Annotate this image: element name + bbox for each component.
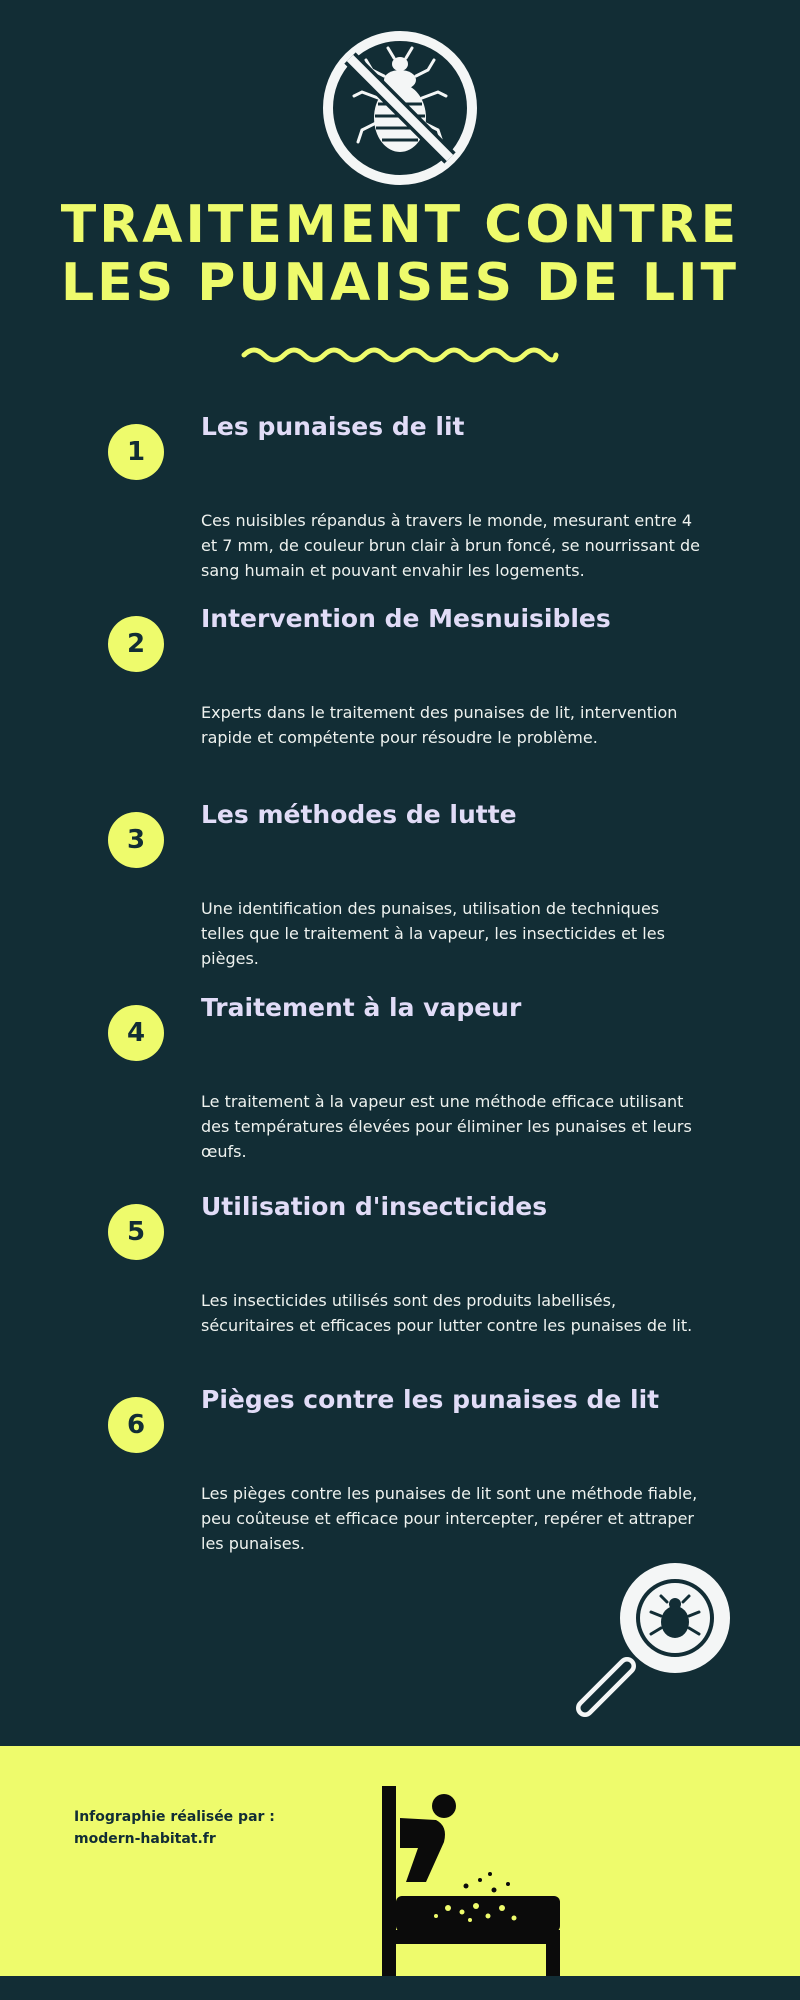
step-3 xyxy=(0,800,800,1002)
bed-bugs-icon xyxy=(378,1786,566,1976)
no-bedbug-icon xyxy=(318,26,482,190)
step-title: Utilisation d'insecticides xyxy=(201,1192,548,1221)
step-title: Pièges contre les punaises de lit xyxy=(201,1385,660,1414)
step-number: 2 xyxy=(108,616,164,672)
step-text: Les pièges contre les punaises de lit sont une méthode fiable, peu coûteuse et efficace pour intercepter, repérer et attraper les punaises. xyxy=(201,1484,698,1553)
step-5 xyxy=(0,1192,800,1394)
step-2 xyxy=(0,604,800,806)
step-number: 3 xyxy=(108,812,164,868)
step-number: 1 xyxy=(108,424,164,480)
page-title xyxy=(0,196,800,312)
step-number: 4 xyxy=(108,1005,164,1061)
title-line-1: TRAITEMENT CONTRE xyxy=(60,195,740,255)
step-4 xyxy=(0,993,800,1195)
footer xyxy=(0,1746,800,1976)
step-1 xyxy=(0,412,800,614)
credit-label: Infographie réalisée par : xyxy=(74,1809,275,1825)
step-number: 6 xyxy=(108,1397,164,1453)
step-text: Ces nuisibles répandus à travers le monde, mesurant entre 4 et 7 mm, de couleur brun clair à brun foncé, se nourrissant de sang humain et pouvant envahir les logements. xyxy=(201,511,700,580)
magnifier-bug-icon xyxy=(565,1558,745,1728)
step-title: Traitement à la vapeur xyxy=(201,993,522,1022)
step-title: Intervention de Mesnuisibles xyxy=(201,604,611,633)
wave-divider xyxy=(240,342,560,368)
step-text: Une identification des punaises, utilisation de techniques telles que le traitement à la vapeur, les insecticides et les pièges. xyxy=(201,899,665,968)
step-text: Le traitement à la vapeur est une méthode efficace utilisant des températures élevées pour éliminer les punaises et leurs œufs. xyxy=(201,1092,692,1161)
step-title: Les punaises de lit xyxy=(201,412,465,441)
step-number: 5 xyxy=(108,1204,164,1260)
step-text: Experts dans le traitement des punaises de lit, intervention rapide et compétente pour résoudre le problème. xyxy=(201,703,678,747)
credit xyxy=(74,1806,374,1850)
credit-site: modern-habitat.fr xyxy=(74,1831,216,1847)
step-text: Les insecticides utilisés sont des produits labellisés, sécuritaires et efficaces pour lutter contre les punaises de lit. xyxy=(201,1291,693,1335)
title-line-2: LES PUNAISES DE LIT xyxy=(61,253,739,313)
step-title: Les méthodes de lutte xyxy=(201,800,517,829)
